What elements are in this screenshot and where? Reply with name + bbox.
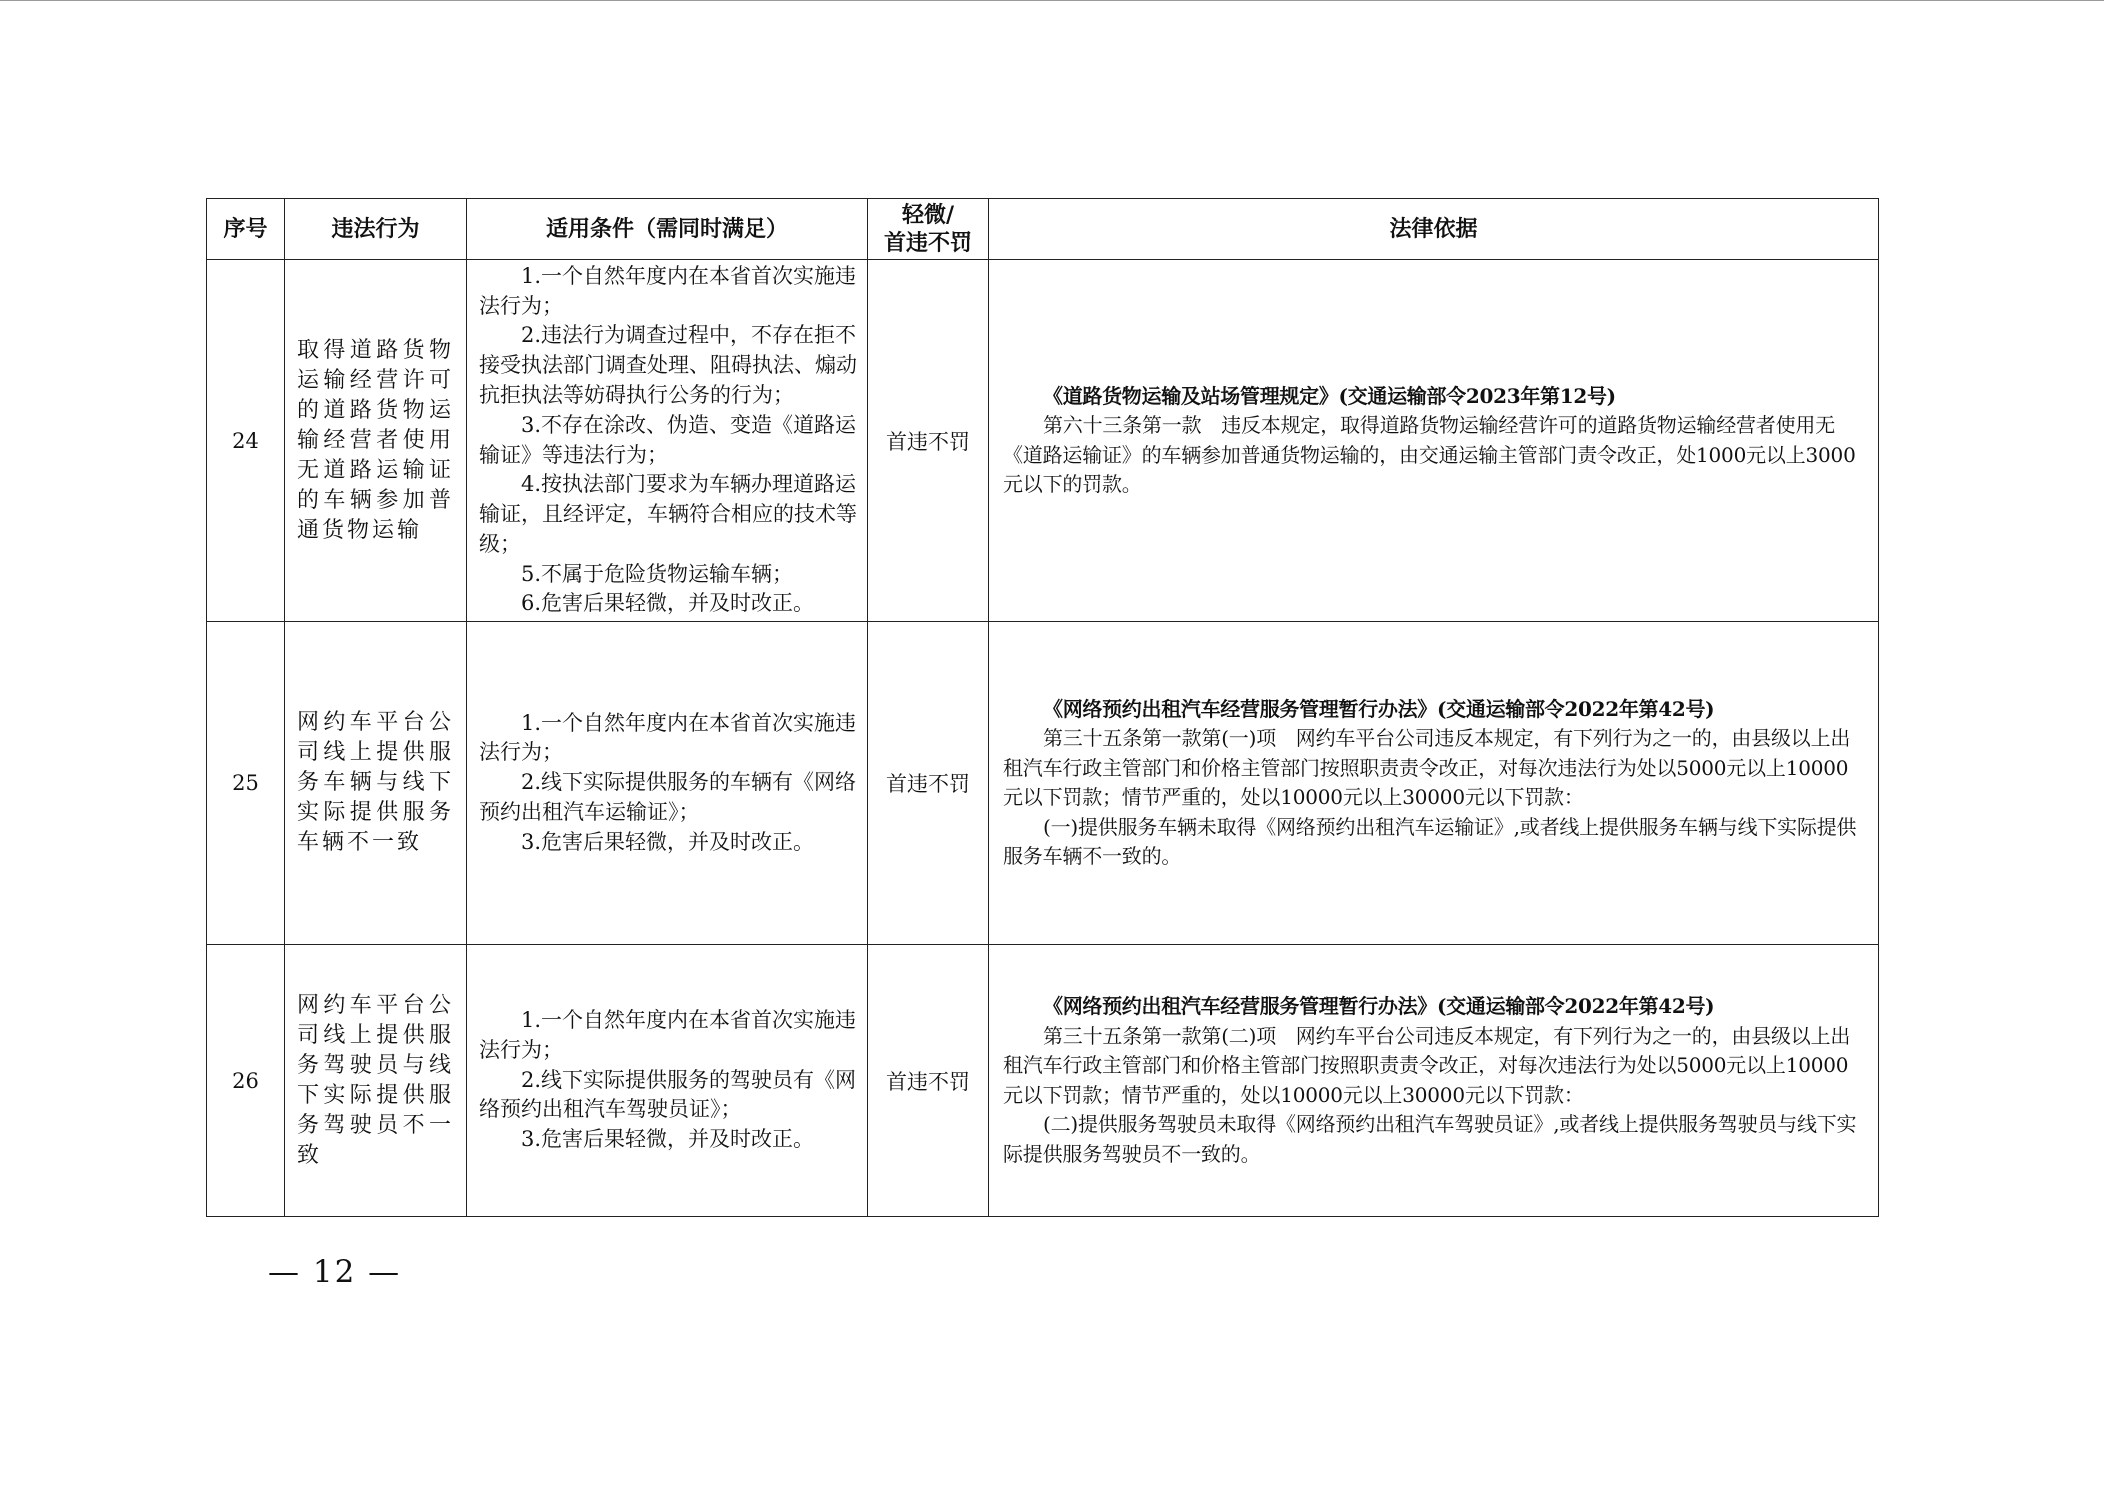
penalty-exemption-table: [206, 198, 1879, 1217]
law-paragraph: (一)提供服务车辆未取得《网络预约出租汽车运输证》,或者线上提供服务车辆与线下实际提供服务车辆不一致的。: [1003, 814, 1857, 868]
table-row: [207, 260, 1879, 622]
row-type: 首违不罚: [868, 622, 989, 945]
header-mild: [868, 199, 989, 260]
row-conditions: [467, 260, 868, 622]
row-seq: 26: [207, 945, 285, 1217]
table-row: [207, 945, 1879, 1217]
row-legal-basis: [989, 945, 1879, 1217]
header-mild-line2: 首违不罚: [883, 230, 972, 256]
row-act: 网约车平台公司线上提供服务驾驶员与线下实际提供服务驾驶员不一致: [285, 945, 467, 1217]
law-title: 《网络预约出租汽车经营服务管理暂行办法》(交通运输部令2022年第42号): [1043, 994, 1715, 1018]
law-title: 《道路货物运输及站场管理规定》(交通运输部令2023年第12号): [1043, 383, 1616, 408]
row-conditions: [467, 945, 868, 1217]
page-number: — 12 —: [268, 1254, 402, 1290]
row-legal-basis: [989, 260, 1879, 622]
condition-item: 3.危害后果轻微，并及时改正。: [521, 1127, 815, 1152]
condition-item: 2.线下实际提供服务的车辆有《网络预约出租汽车运输证》；: [479, 770, 857, 824]
row-seq: 25: [207, 622, 285, 945]
row-type: 首违不罚: [868, 945, 989, 1217]
law-title: 《网络预约出租汽车经营服务管理暂行办法》(交通运输部令2022年第42号): [1043, 696, 1715, 721]
condition-item: 4.按执法部门要求为车辆办理道路运输证，且经评定，车辆符合相应的技术等级；: [479, 472, 857, 556]
table-row: [207, 622, 1879, 945]
condition-item: 3.危害后果轻微，并及时改正。: [521, 829, 815, 854]
condition-item: 1.一个自然年度内在本省首次实施违法行为；: [479, 710, 857, 765]
row-type: 首违不罚: [868, 260, 989, 622]
row-conditions: [467, 622, 868, 945]
condition-item: 1.一个自然年度内在本省首次实施违法行为；: [479, 1008, 857, 1062]
header-conditions: 适用条件（需同时满足）: [467, 199, 868, 260]
header-act: 违法行为: [285, 199, 467, 260]
top-border-line: [0, 0, 2104, 1]
header-basis: 法律依据: [989, 199, 1879, 260]
header-mild-line1: 轻微/: [901, 202, 955, 228]
condition-item: 3.不存在涂改、伪造、变造《道路运输证》等违法行为；: [479, 412, 857, 467]
law-paragraph: 第三十五条第一款第(一)项 网约车平台公司违反本规定，有下列行为之一的，由县级以上出租汽车行政主管部门和价格主管部门按照职责责令改正，对每次违法行为处以5000元以上10000元以下罚款；情节严重的，处以10000元以上30000元以下罚款：: [1003, 726, 1851, 809]
law-paragraph: 第三十五条第一款第(二)项 网约车平台公司违反本规定，有下列行为之一的，由县级以上出租汽车行政主管部门和价格主管部门按照职责责令改正，对每次违法行为处以5000元以上10000元以下罚款；情节严重的，处以10000元以上30000元以下罚款：: [1003, 1023, 1851, 1107]
header-seq: 序号: [207, 199, 285, 260]
condition-item: 6.危害后果轻微，并及时改正。: [521, 591, 815, 616]
row-seq: 24: [207, 260, 285, 622]
row-act: 网约车平台公司线上提供服务车辆与线下实际提供服务车辆不一致: [285, 622, 467, 945]
condition-item: 5.不属于危险货物运输车辆；: [521, 561, 794, 586]
condition-item: 2.违法行为调查过程中，不存在拒不接受执法部门调查处理、阻碍执法、煽动抗拒执法等妨碍执行公务的行为；: [479, 323, 857, 407]
row-act: 取得道路货物运输经营许可的道路货物运输经营者使用无道路运输证的车辆参加普通货物运输: [285, 260, 467, 622]
table-header: [207, 199, 1879, 260]
condition-item: 2.线下实际提供服务的驾驶员有《网络预约出租汽车驾驶员证》；: [479, 1067, 857, 1122]
header-row: [207, 199, 1879, 260]
row-legal-basis: [989, 622, 1879, 945]
law-paragraph: (二)提供服务驾驶员未取得《网络预约出租汽车驾驶员证》,或者线上提供服务驾驶员与线下实际提供服务驾驶员不一致的。: [1003, 1112, 1857, 1166]
condition-item: 1.一个自然年度内在本省首次实施违法行为；: [479, 263, 857, 318]
law-paragraph: 第六十三条第一款 违反本规定，取得道路货物运输经营许可的道路货物运输经营者使用无《道路运输证》的车辆参加普通货物运输的，由交通运输主管部门责令改正，处1000元以上3000元以下的罚款。: [1003, 413, 1856, 496]
